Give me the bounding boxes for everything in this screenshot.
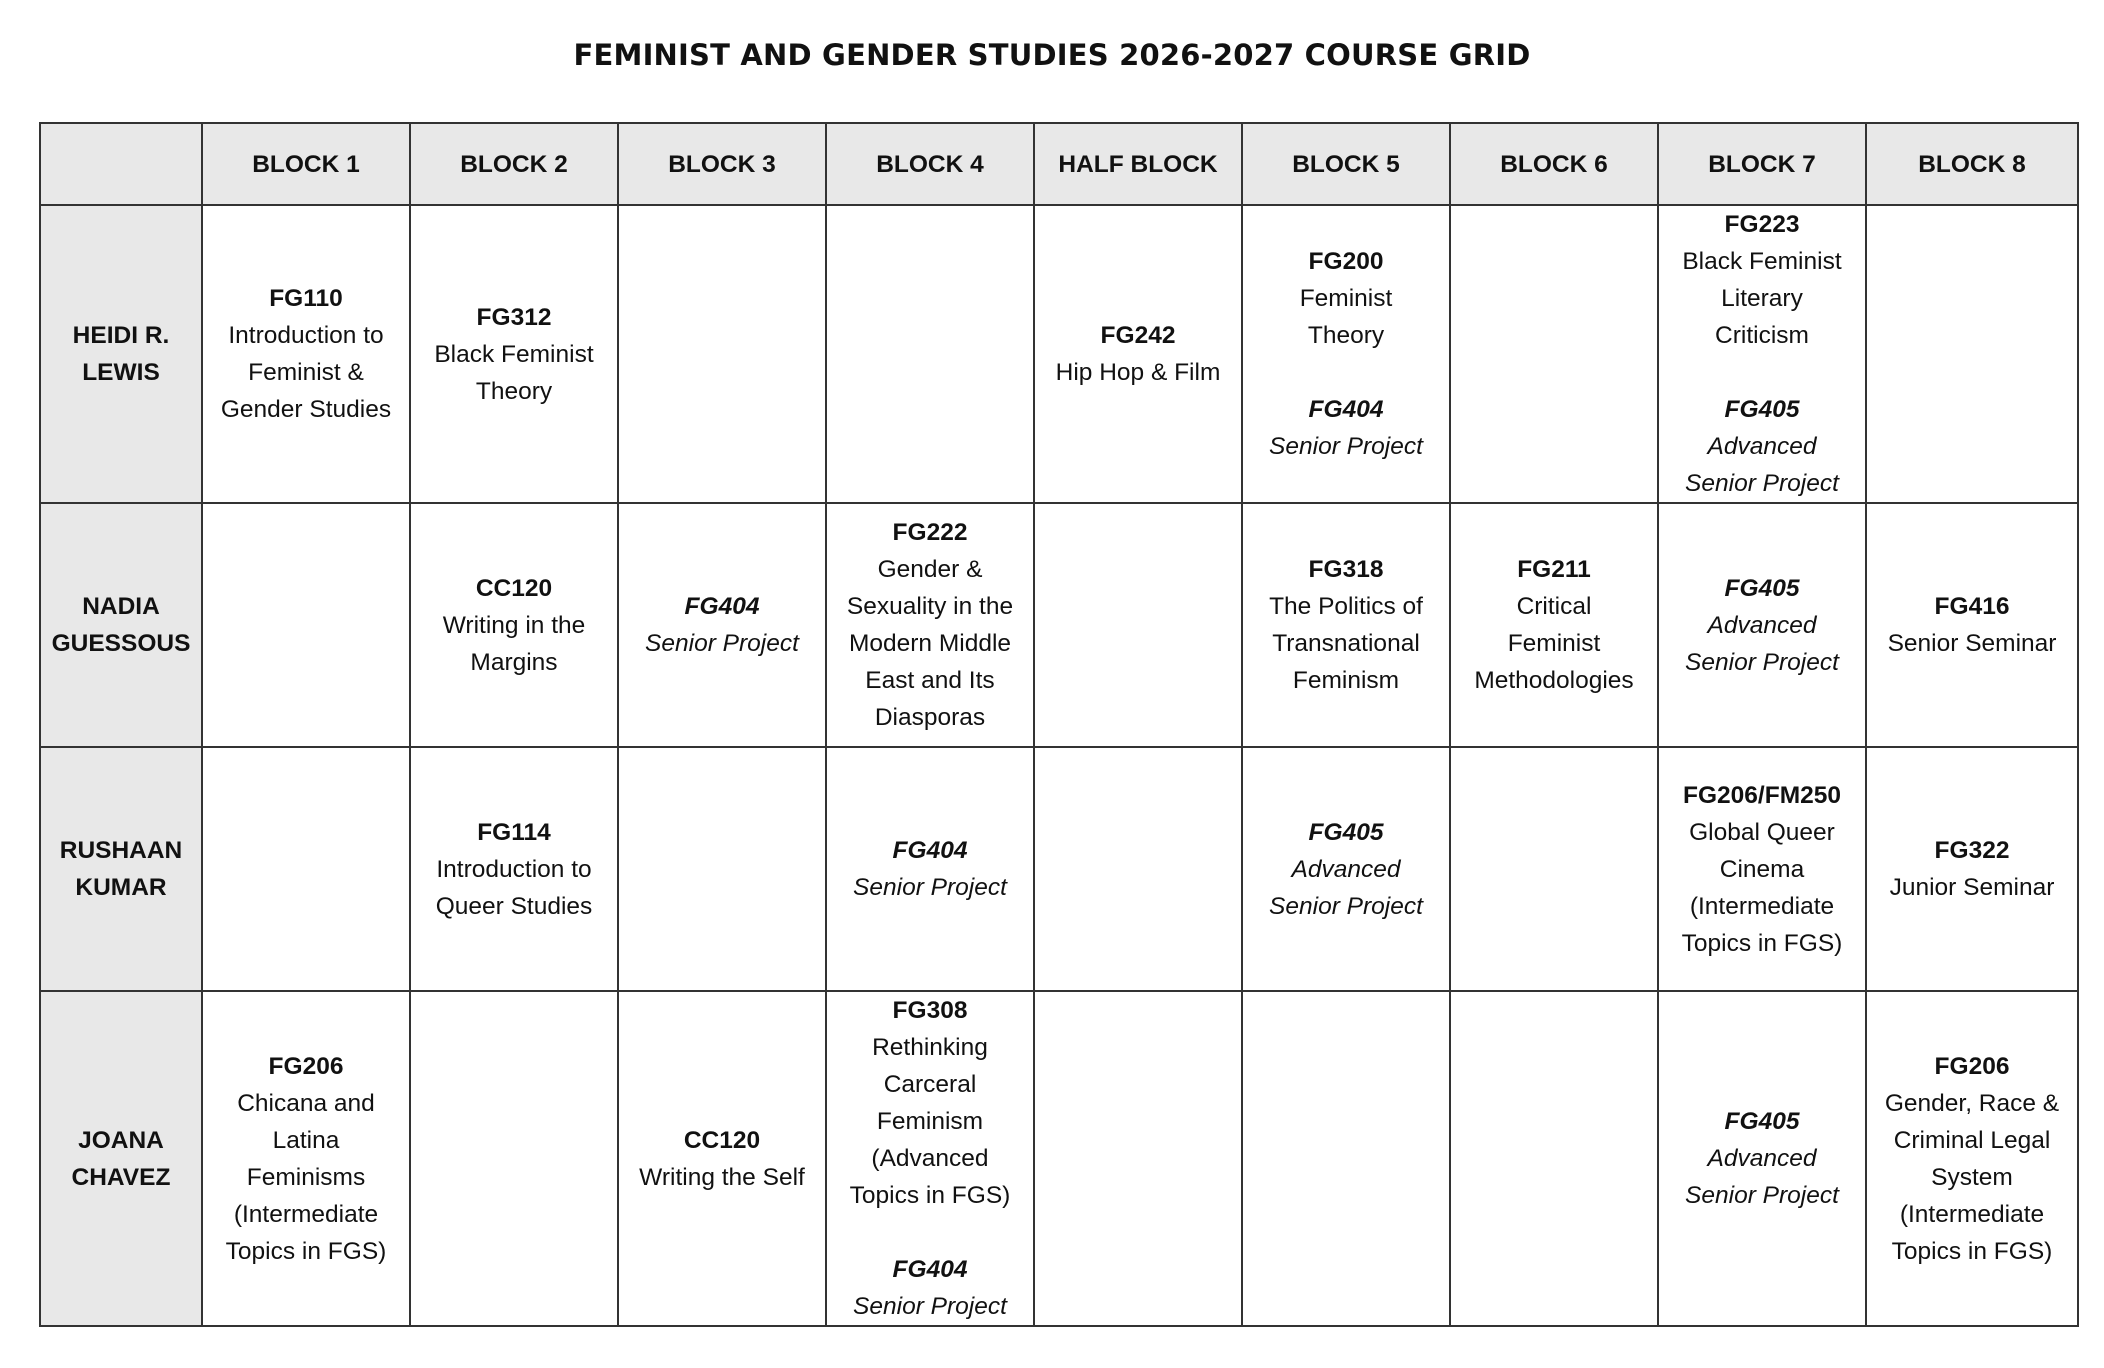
course-code: FG404: [684, 593, 760, 620]
schedule-cell: [1866, 503, 2078, 747]
course-title-line: Gender, Race &: [1884, 1089, 2060, 1117]
instructor-name-line: GUESSOUS: [51, 630, 191, 657]
instructor-name-line: LEWIS: [82, 359, 160, 386]
schedule-cell: [1242, 205, 1450, 503]
schedule-cell: [202, 503, 410, 747]
course-code: FG405: [1724, 574, 1800, 602]
course-title-line: Sexuality in the: [846, 593, 1014, 620]
course-code: FG405: [1724, 1108, 1800, 1135]
column-header: BLOCK 2: [410, 123, 618, 205]
course-title-line: The Politics of: [1269, 593, 1423, 620]
course-title-line: Methodologies: [1474, 667, 1634, 694]
course-title-line: Hip Hop & Film: [1055, 359, 1221, 386]
instructor-name-line: NADIA: [82, 593, 160, 620]
course-title-line: Gender &: [877, 556, 983, 583]
schedule-cell: [1450, 991, 1658, 1326]
course-code: FG404: [1308, 396, 1384, 423]
course-code: FG318: [1308, 556, 1384, 583]
course-title-line: Critical: [1516, 593, 1592, 620]
course-code: FG206: [1934, 1052, 2010, 1080]
course-title-line: Topics in FGS): [225, 1237, 387, 1265]
schedule-cell: [618, 991, 826, 1326]
instructor-name-line: RUSHAAN: [59, 837, 183, 864]
instructor-row: [40, 503, 2078, 747]
course-code: FG211: [1517, 556, 1591, 583]
schedule-cell: [618, 503, 826, 747]
course-title-line: Feminism: [1292, 667, 1400, 694]
course-code: FG404: [892, 1256, 968, 1283]
schedule-cell: [410, 205, 618, 503]
course-title-line: Senior Project: [1269, 433, 1423, 460]
schedule-cell: [1242, 747, 1450, 991]
course-title-line: Feminist &: [248, 359, 364, 386]
course-code: FG405: [1724, 396, 1800, 423]
course-title-line: Transnational: [1272, 630, 1420, 657]
schedule-cell: [826, 991, 1034, 1326]
schedule-cell: [1866, 747, 2078, 991]
course-code: FG242: [1100, 322, 1176, 349]
schedule-cell: [1658, 205, 1866, 503]
instructor-name: [40, 503, 202, 747]
course-title-line: Senior Project: [1685, 1182, 1839, 1209]
course-title-line: Latina: [272, 1126, 340, 1154]
course-grid: [39, 122, 2079, 1327]
schedule-cell: [410, 747, 618, 991]
instructor-name: [40, 205, 202, 503]
course-title-line: Advanced: [1707, 433, 1817, 460]
course-code: CC120: [683, 1126, 761, 1154]
course-title-line: (Intermediate: [1899, 1200, 2045, 1228]
course-code: FG322: [1934, 837, 2010, 864]
course-title-line: East and Its: [865, 667, 995, 694]
course-code: FG110: [269, 285, 343, 312]
course-title-line: Diasporas: [874, 704, 986, 731]
schedule-cell: [202, 205, 410, 503]
course-title-line: Advanced: [1291, 855, 1401, 883]
course-title-line: Feminism: [876, 1108, 984, 1135]
schedule-cell: [1658, 503, 1866, 747]
course-title-line: Writing in the: [442, 611, 586, 639]
course-title-line: Senior Project: [853, 874, 1007, 901]
column-header: BLOCK 3: [618, 123, 826, 205]
column-header: BLOCK 8: [1866, 123, 2078, 205]
header-row: [40, 123, 2078, 205]
course-title-line: Black Feminist: [1682, 248, 1842, 275]
column-header: BLOCK 5: [1242, 123, 1450, 205]
course-title-line: Feminist: [1299, 285, 1393, 312]
schedule-cell: [1658, 991, 1866, 1326]
course-title-line: Topics in FGS): [1891, 1237, 2053, 1265]
course-title-line: Criminal Legal: [1893, 1126, 2051, 1154]
instructor-row: [40, 205, 2078, 503]
schedule-cell: [1866, 991, 2078, 1326]
course-title-line: Senior Project: [1685, 470, 1839, 497]
course-gap: [1249, 354, 1443, 391]
course-code: FG308: [892, 997, 968, 1024]
course-code: FG200: [1308, 248, 1384, 275]
schedule-cell: [410, 503, 618, 747]
course-title-line: Introduction to: [228, 322, 384, 349]
page-title: FEMINIST AND GENDER STUDIES 2026-2027 COURSE GRID: [573, 38, 1531, 72]
schedule-cell: [1242, 503, 1450, 747]
instructor-name: [40, 991, 202, 1326]
instructor-name-line: CHAVEZ: [71, 1163, 171, 1191]
course-title-line: (Advanced: [871, 1145, 989, 1172]
column-header: BLOCK 1: [202, 123, 410, 205]
instructor-name-line: JOANA: [78, 1126, 164, 1154]
schedule-cell: [826, 205, 1034, 503]
course-title-line: Advanced: [1707, 1145, 1817, 1172]
schedule-cell: [202, 991, 410, 1326]
schedule-cell: [1034, 991, 1242, 1326]
course-title-line: Senior Project: [853, 1293, 1007, 1320]
column-header: BLOCK 4: [826, 123, 1034, 205]
instructor-name-line: KUMAR: [75, 874, 167, 901]
schedule-cell: [1034, 205, 1242, 503]
instructor-name: [40, 747, 202, 991]
course-gap: [1665, 354, 1859, 391]
course-title-line: System: [1931, 1163, 2013, 1191]
course-title-line: Black Feminist: [434, 340, 594, 368]
course-title-line: Queer Studies: [435, 892, 593, 920]
schedule-cell: [1450, 205, 1658, 503]
course-title-line: Carceral: [883, 1071, 977, 1098]
course-title-line: Cinema: [1719, 855, 1805, 883]
course-title-line: Rethinking: [872, 1034, 988, 1061]
schedule-cell: [618, 747, 826, 991]
schedule-cell: [410, 991, 618, 1326]
course-title-line: Literary: [1721, 285, 1803, 312]
instructor-row: [40, 747, 2078, 991]
schedule-cell: [1034, 503, 1242, 747]
course-title-line: Feminisms: [246, 1163, 366, 1191]
course-code: FG404: [892, 837, 968, 864]
course-code: FG222: [892, 519, 968, 546]
schedule-cell: [1866, 205, 2078, 503]
instructor-row: [40, 991, 2078, 1326]
course-title-line: Theory: [475, 377, 553, 405]
course-title-line: Senior Project: [645, 630, 799, 657]
course-title-line: Junior Seminar: [1889, 874, 2055, 901]
schedule-cell: [826, 503, 1034, 747]
column-header: BLOCK 7: [1658, 123, 1866, 205]
course-title-line: Theory: [1307, 322, 1385, 349]
course-title-line: Criticism: [1715, 322, 1809, 349]
course-title-line: Chicana and: [237, 1089, 375, 1117]
course-title-line: Advanced: [1707, 611, 1817, 639]
course-title-line: Feminist: [1507, 630, 1601, 657]
schedule-cell: [1034, 747, 1242, 991]
course-gap: [833, 1214, 1027, 1251]
column-header: HALF BLOCK: [1034, 123, 1242, 205]
course-title-line: Senior Project: [1685, 648, 1839, 676]
instructor-name-line: HEIDI R.: [72, 322, 170, 349]
schedule-cell: [1450, 503, 1658, 747]
course-title-line: Writing the Self: [639, 1163, 805, 1191]
course-title-line: Topics in FGS): [1681, 929, 1843, 957]
corner-cell: [40, 123, 202, 205]
course-title-line: Modern Middle: [848, 630, 1012, 657]
course-code: FG312: [476, 303, 552, 331]
schedule-cell: [1658, 747, 1866, 991]
column-header: BLOCK 6: [1450, 123, 1658, 205]
course-code: FG405: [1308, 818, 1384, 846]
course-code: FG114: [477, 818, 551, 846]
schedule-cell: [826, 747, 1034, 991]
course-code: FG416: [1934, 593, 2010, 620]
course-title-line: Senior Project: [1269, 892, 1423, 920]
course-code: FG206: [268, 1052, 344, 1080]
course-title-line: (Intermediate: [1689, 892, 1835, 920]
schedule-cell: [202, 747, 410, 991]
schedule-cell: [1450, 747, 1658, 991]
course-title-line: Topics in FGS): [849, 1182, 1011, 1209]
course-title-line: Introduction to: [436, 855, 592, 883]
schedule-cell: [618, 205, 826, 503]
course-title-line: (Intermediate: [233, 1200, 379, 1228]
schedule-cell: [1242, 991, 1450, 1326]
course-title-line: Margins: [470, 648, 558, 676]
course-code: CC120: [475, 574, 553, 602]
course-title-line: Senior Seminar: [1887, 630, 2057, 657]
course-title-line: Global Queer: [1689, 818, 1835, 846]
course-code: FG206/FM250: [1683, 781, 1841, 809]
course-code: FG223: [1724, 211, 1800, 238]
course-title-line: Gender Studies: [220, 396, 392, 423]
